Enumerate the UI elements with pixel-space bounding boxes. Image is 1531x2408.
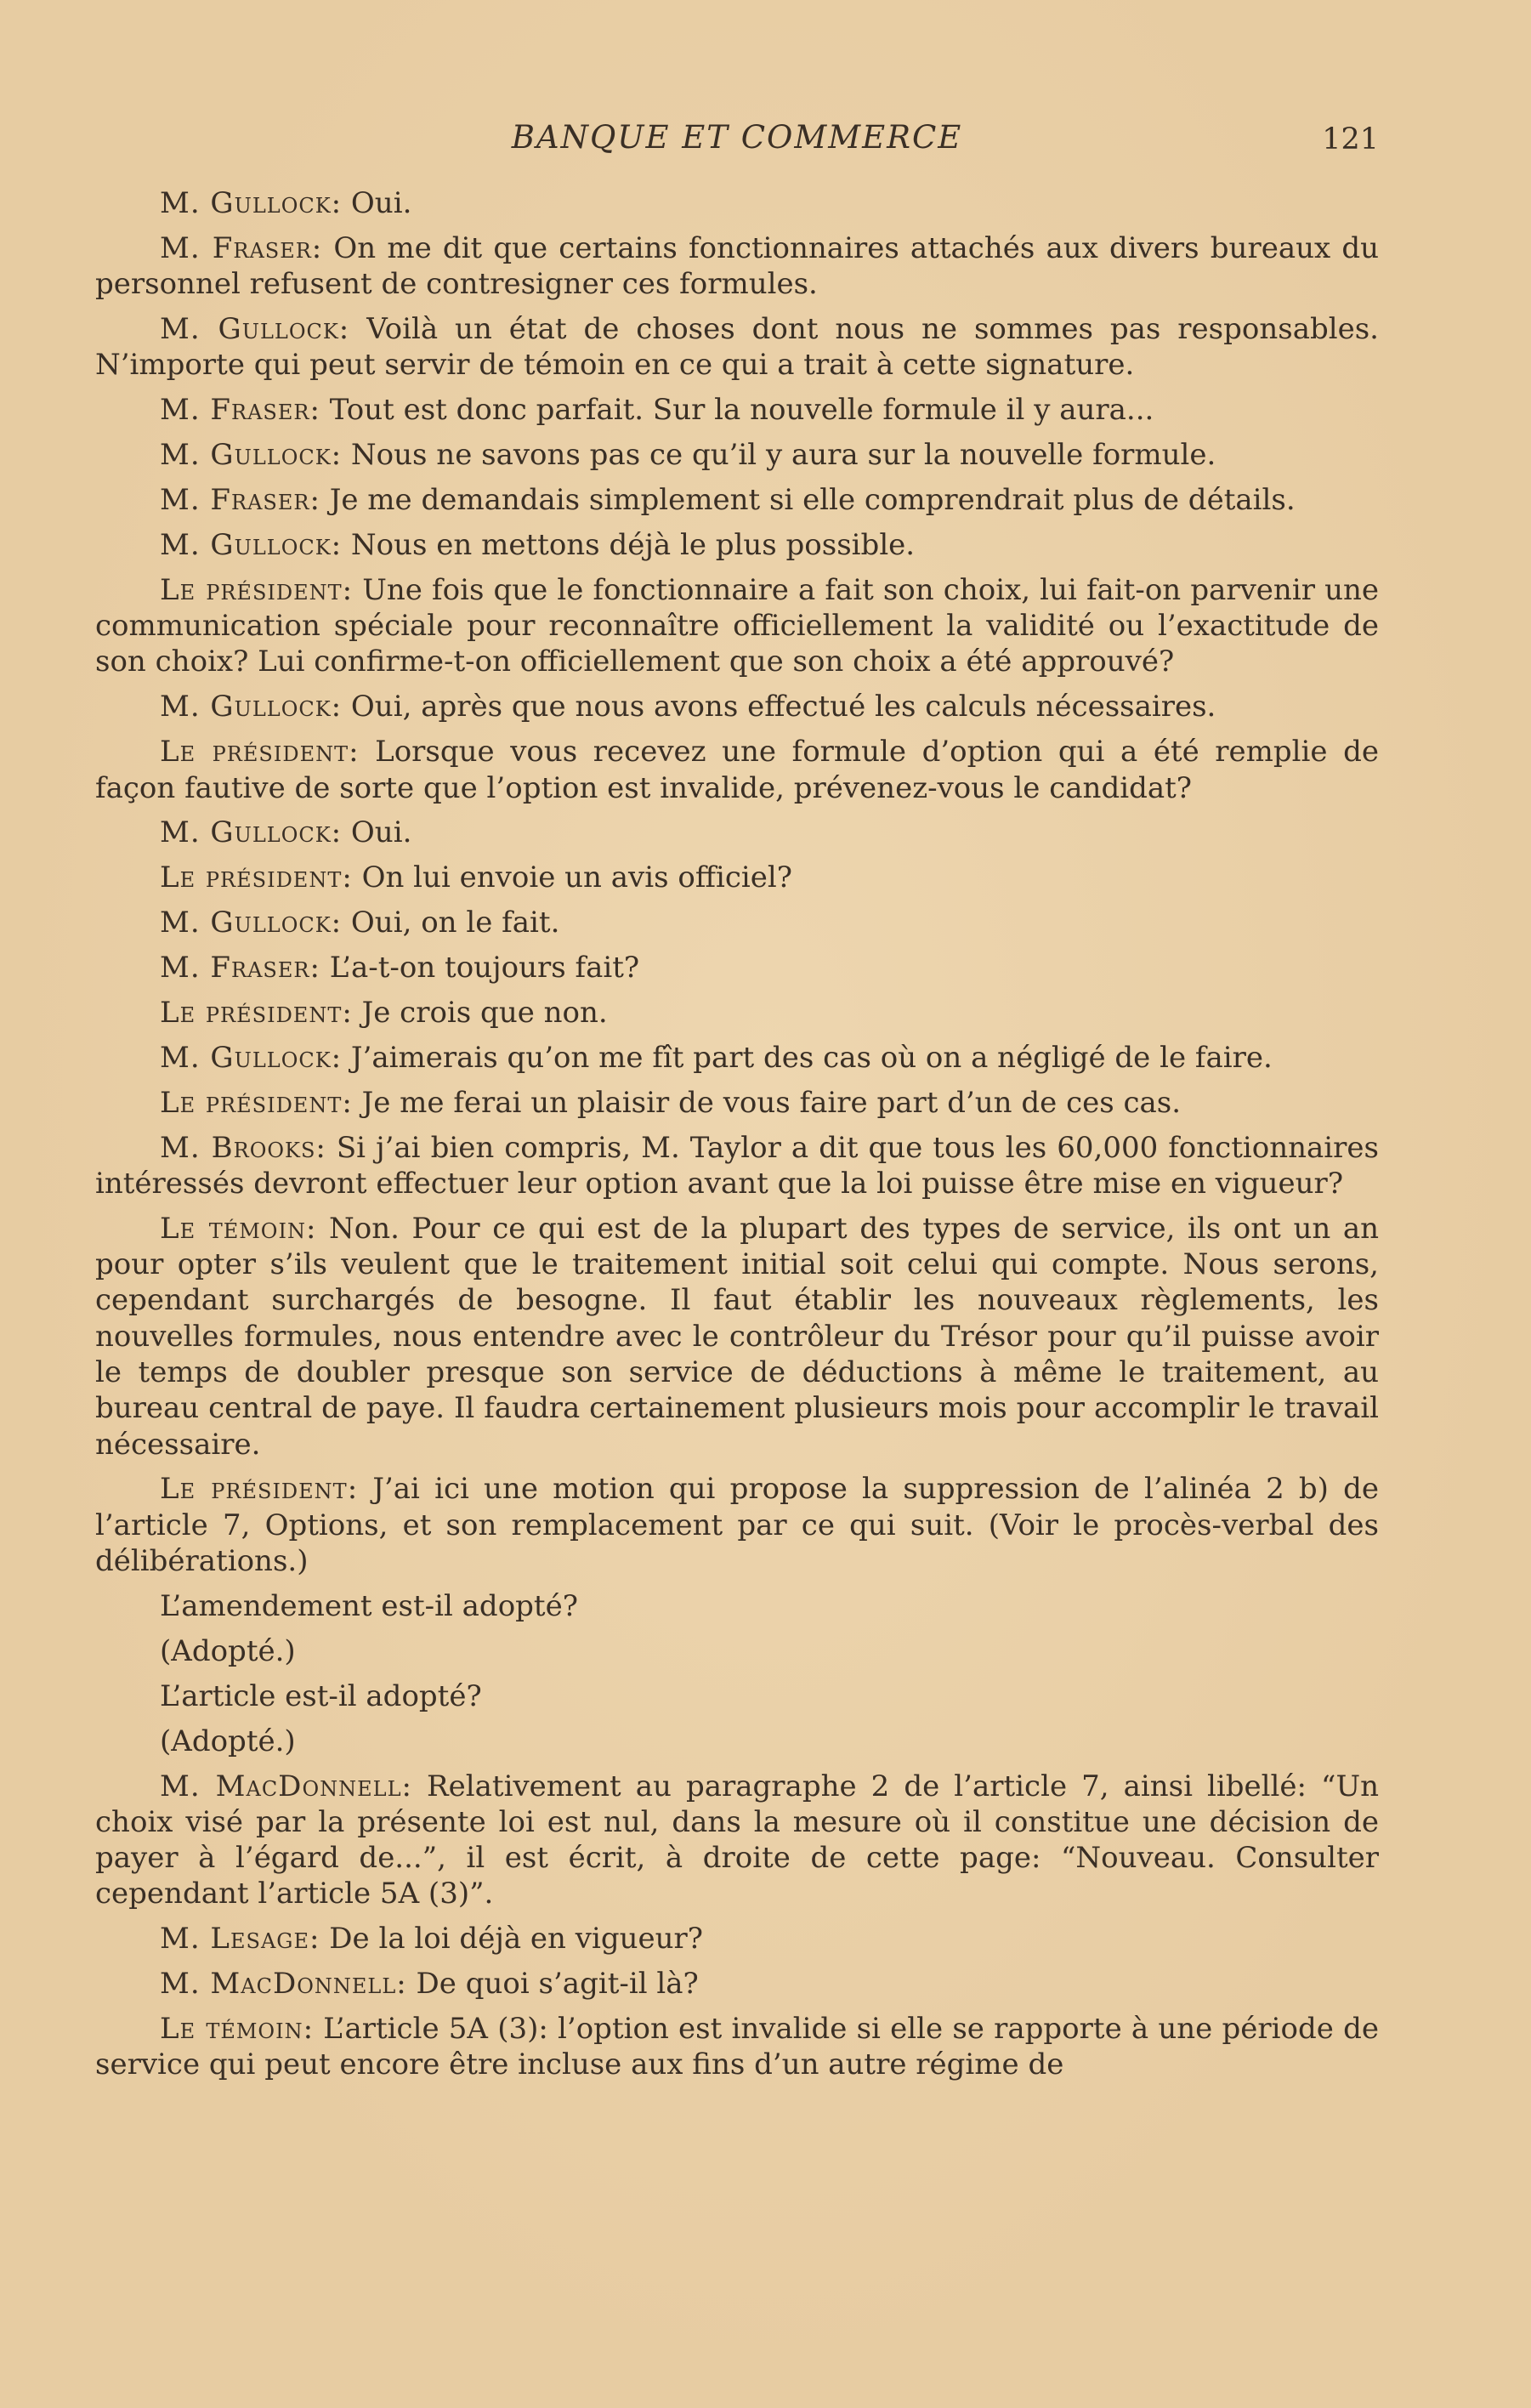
speech-text: Tout est donc parfait. Sur la nouvelle formule il y aura... [320, 393, 1154, 428]
paragraph [95, 311, 1379, 383]
paragraph [95, 1966, 1379, 2002]
speech-text: J’ai ici une motion qui propose la suppression de l’alinéa 2 b) de l’article 7, Options, et son remplacement par ce qui suit. (Voir le procès-verbal des délibérations.) [95, 1472, 1379, 1579]
paragraph [95, 905, 1379, 940]
speaker-name: Le président: [160, 995, 353, 1030]
speech-text: Voilà un état de choses dont nous ne sommes pas responsables. N’importe qui peut servir de témoin en ce qui a trait à cette signature. [95, 312, 1379, 383]
paragraph [95, 950, 1379, 985]
paragraph [95, 1040, 1379, 1076]
speech-text: L’amendement est-il adopté? [160, 1588, 578, 1623]
speaker-name: M. Gullock: [160, 1040, 343, 1075]
speech-text: J’aimerais qu’on me fît part des cas où on a négligé de le faire. [342, 1040, 1273, 1075]
speech-text: Oui, après que nous avons effectué les calculs nécessaires. [342, 690, 1216, 724]
speech-text: Oui. [342, 186, 412, 220]
paragraph [95, 185, 1379, 221]
paragraph [95, 1211, 1379, 1462]
speech-text: Oui, on le fait. [342, 906, 560, 940]
paragraph [95, 734, 1379, 806]
speaker-name: M. MacDonnell: [160, 1769, 412, 1803]
speaker-name: Le témoin: [160, 2012, 315, 2047]
speaker-name: M. Gullock: [160, 690, 343, 724]
speaker-name: M. Gullock: [160, 906, 343, 940]
speaker-name: Le président: [160, 860, 353, 895]
speech-text: De la loi déjà en vigueur? [320, 1922, 704, 1956]
speaker-name: M. Lesage: [160, 1922, 320, 1956]
speech-text: Nous en mettons déjà le plus possible. [342, 527, 916, 562]
speaker-name: M. Fraser: [160, 951, 320, 985]
paragraph [95, 527, 1379, 563]
speech-text: On me dit que certains fonctionnaires attachés aux divers bureaux du personnel refusent de contresigner ces formules. [95, 230, 1379, 302]
paragraph [95, 437, 1379, 473]
speech-text: Une fois que le fonctionnaire a fait son choix, lui fait-on parvenir une communication spéciale pour reconnaître officiellement la validité ou l’exactitude de son choix? Lui confirme-t-on officiellement que son choix a été approuvé? [95, 572, 1379, 679]
speaker-name: M. Fraser: [160, 483, 320, 518]
paragraph [95, 1471, 1379, 1579]
paragraph [95, 860, 1379, 895]
paragraph [95, 1130, 1379, 1202]
paragraph [95, 815, 1379, 850]
speech-text: Je crois que non. [352, 995, 608, 1030]
speech-text: (Adopté.) [160, 1633, 296, 1668]
speech-text: Je me demandais simplement si elle comprendrait plus de détails. [320, 483, 1296, 518]
paragraph [95, 995, 1379, 1031]
speaker-name: Le président: [160, 572, 354, 607]
speech-text: L’article 5A (3): l’option est invalide si elle se rapporte à une période de service qui peut encore être incluse aux fins d’un autre régime de [95, 2012, 1379, 2082]
speaker-name: M. Fraser: [160, 393, 320, 428]
transcript-body [95, 185, 1379, 2092]
paragraph [95, 1921, 1379, 1956]
paragraph [95, 230, 1379, 303]
paragraph [95, 392, 1379, 428]
speaker-name: Le président: [160, 735, 360, 770]
speaker-name: M. Gullock: [160, 438, 343, 473]
speech-text: Je me ferai un plaisir de vous faire part d’un de ces cas. [352, 1085, 1182, 1120]
speaker-name: M. MacDonnell: [160, 1967, 407, 2002]
speaker-name: M. Brooks: [160, 1130, 326, 1165]
speech-text: L’article est-il adopté? [160, 1678, 482, 1713]
paragraph [95, 1588, 1379, 1624]
speaker-name: M. Gullock: [160, 815, 343, 850]
speech-text: Oui. [342, 815, 412, 850]
paragraph [95, 1769, 1379, 1912]
paragraph [95, 2011, 1379, 2083]
speaker-name: Le président: [160, 1085, 353, 1120]
speech-text: Nous ne savons pas ce qu’il y aura sur la nouvelle formule. [342, 438, 1216, 473]
running-header [95, 119, 1379, 156]
speaker-name: M. Gullock: [160, 312, 350, 347]
paragraph [95, 482, 1379, 518]
speaker-name: M. Gullock: [160, 186, 343, 220]
speech-text: Non. Pour ce qui est de la plupart des types de service, ils ont un an pour opter s’ils veulent que le traitement initial soit celui qui compte. Nous serons, cependant surchargés de besogne. Il faut établir les nouveaux règlements, les nouvelles formules, nous entendre avec le contrôleur du Trésor pour qu’il puisse avoir le temps de doubler presque son service de déductions à même le traitement, au bureau central de paye. Il faudra certainement plusieurs mois pour accomplir le travail nécessaire. [95, 1211, 1380, 1462]
speaker-name: M. Gullock: [160, 527, 343, 562]
speech-text: L’a-t-on toujours fait? [320, 951, 640, 985]
speech-text: Relativement au paragraphe 2 de l’article 7, ainsi libellé: “Un choix visé par la présente loi est nul, dans la mesure où il constitue une décision de payer à l’égard de...”, il est écrit, à droite de cette page: “Nouveau. Consulter cependant l’article 5A (3)”. [95, 1769, 1379, 1911]
speaker-name: M. Fraser: [160, 230, 323, 265]
paragraph [95, 1724, 1379, 1759]
paragraph [95, 689, 1379, 724]
speech-text: Si j’ai bien compris, M. Taylor a dit que tous les 60,000 fonctionnaires intéressés devront effectuer leur option avant que la loi puisse être mise en vigueur? [95, 1130, 1379, 1201]
paragraph [95, 1085, 1379, 1121]
page-number: 121 [1322, 122, 1379, 156]
speaker-name: Le président: [160, 1472, 359, 1507]
paragraph [95, 572, 1379, 680]
paragraph [95, 1678, 1379, 1714]
speech-text: On lui envoie un avis officiel? [352, 860, 792, 895]
paragraph [95, 1633, 1379, 1669]
speaker-name: Le témoin: [160, 1211, 317, 1246]
speech-text: (Adopté.) [160, 1724, 296, 1758]
speech-text: Lorsque vous recevez une formule d’option qui a été remplie de façon fautive de sorte que l’option est invalide, prévenez-vous le candidat? [95, 735, 1379, 805]
running-title: BANQUE ET COMMERCE [511, 119, 963, 156]
speech-text: De quoi s’agit-il là? [406, 1967, 699, 2002]
